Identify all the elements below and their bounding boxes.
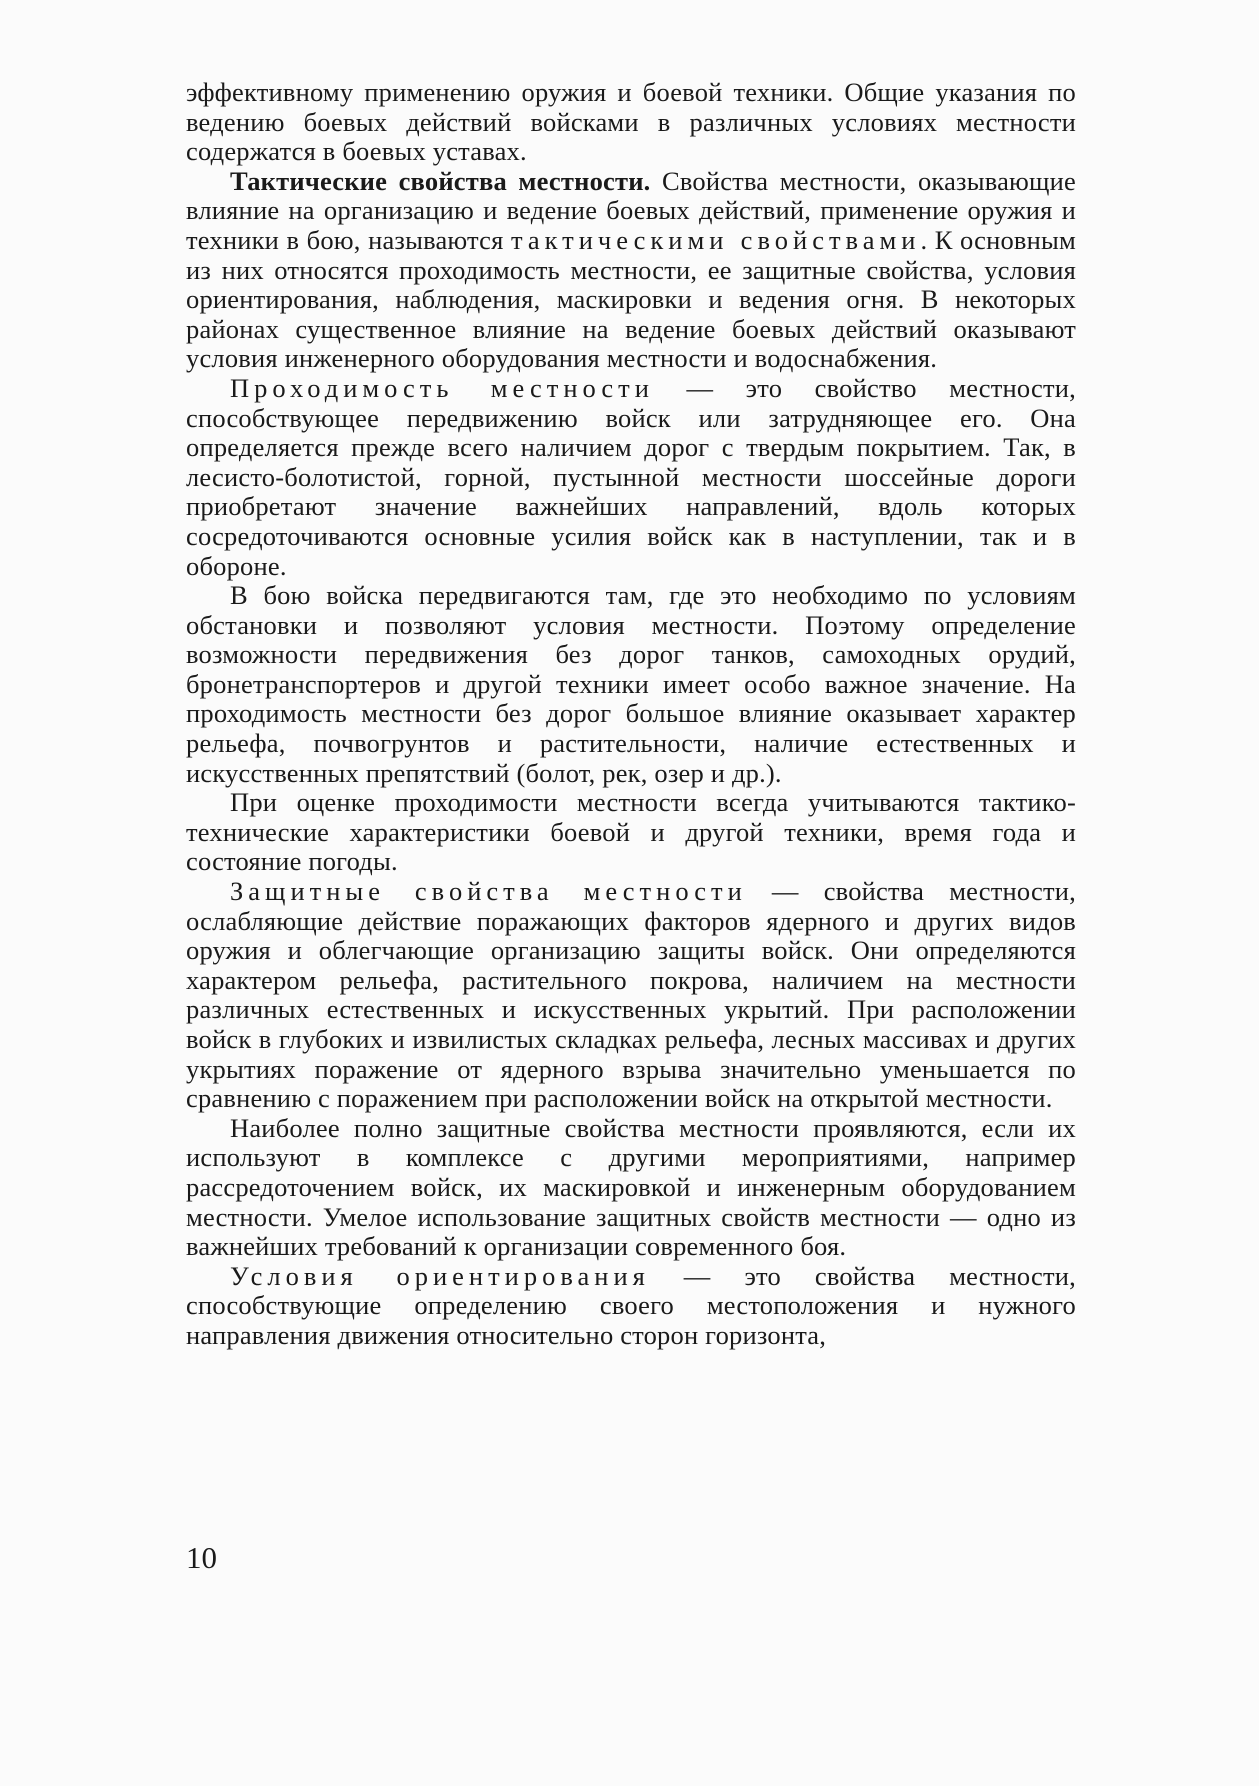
- spaced-term: Условия ориентирования: [230, 1260, 650, 1291]
- spaced-term: тактическими свойствами: [510, 224, 921, 255]
- body-text: [186, 78, 1076, 1351]
- paragraph-text: При оценке проходимости местности всегда учитываются тактико-технические характеристики боевой и другой техники, время года и состояние погоды.: [186, 787, 1076, 877]
- spaced-term: Защитные свойства местности: [230, 876, 747, 907]
- paragraph-passability: [186, 374, 1076, 581]
- paragraph-protective-use: [186, 1114, 1076, 1262]
- paragraph-text: . К основным из них относятся проходимость местности, ее защитные свойства, условия ориентирования, наблюдения, маскировки и ведения огня. В некоторых районах существенное влияние на ведение боевых действий оказывают условия инженерного оборудования местности и водоснабжения.: [186, 224, 1077, 374]
- paragraph-text: — свойства местности, ослабляющие действие поражающих факторов ядерного и других видов оружия и облегчающие организацию защиты войск. Они определяются характером рельефа, растительного покрова, наличием на местности различных естественных и искусственных укрытий. При расположении войск в глубоких и извилистых складках рельефа, лесных массивах и других укрытиях поражение от ядерного взрыва значительно уменьшается по сравнению с поражением при расположении войск на открытой местности.: [186, 876, 1076, 1114]
- paragraph-text: эффективному применению оружия и боевой техники. Общие указания по ведению боевых действий войсками в различных условиях местности содержатся в боевых уставах.: [186, 77, 1076, 167]
- paragraph-text: — это свойство местности, способствующее передвижению войск или затрудняющее его. Она определяется прежде всего наличием дорог с твердым покрытием. Так, в лесисто-болотистой, горной, пустынной местности шоссейные дороги приобретают значение важнейших направлений, вдоль которых сосредоточиваются основные усилия войск как в наступлении, так и в обороне.: [186, 372, 1076, 581]
- paragraph-text: Наиболее полно защитные свойства местности проявляются, если их используют в комплексе с другими мероприятиями, например рассредоточением войск, их маскировкой и инженерным оборудованием местности. Умелое использование защитных свойств местности — одно из важнейших требований к организации современного боя.: [186, 1112, 1076, 1262]
- paragraph-movement: [186, 581, 1076, 788]
- paragraph-continuation: [186, 78, 1076, 167]
- page-number: 10: [186, 1540, 217, 1575]
- paragraph-text: Свойства местности, оказывающие влияние на организацию и ведение боевых действий, применение оружия и техники в бою, называются: [186, 165, 1076, 255]
- section-heading: Тактические свойства местности.: [230, 165, 651, 196]
- paragraph-assessment: [186, 788, 1076, 877]
- paragraph-text: В бою войска передвигаются там, где это необходимо по условиям обстановки и позволяют условия местности. Поэтому определение возможности передвижения без дорог танков, самоходных орудий, бронетранспортеров и другой техники имеет особо важное значение. На проходимость местности без дорог большое влияние оказывает характер рельефа, почвогрунтов и растительности, наличие естественных и искусственных препятствий (болот, рек, озер и др.).: [186, 580, 1076, 788]
- spaced-term: Проходимость местности: [230, 372, 654, 403]
- paragraph-protective-properties: [186, 877, 1076, 1114]
- paragraph-tactical-properties: [186, 167, 1076, 374]
- paragraph-orientation: [186, 1262, 1076, 1351]
- paragraph-text: — это свойства местности, способствующие определению своего местоположения и нужного направления движения относительно сторон горизонта,: [186, 1260, 1076, 1350]
